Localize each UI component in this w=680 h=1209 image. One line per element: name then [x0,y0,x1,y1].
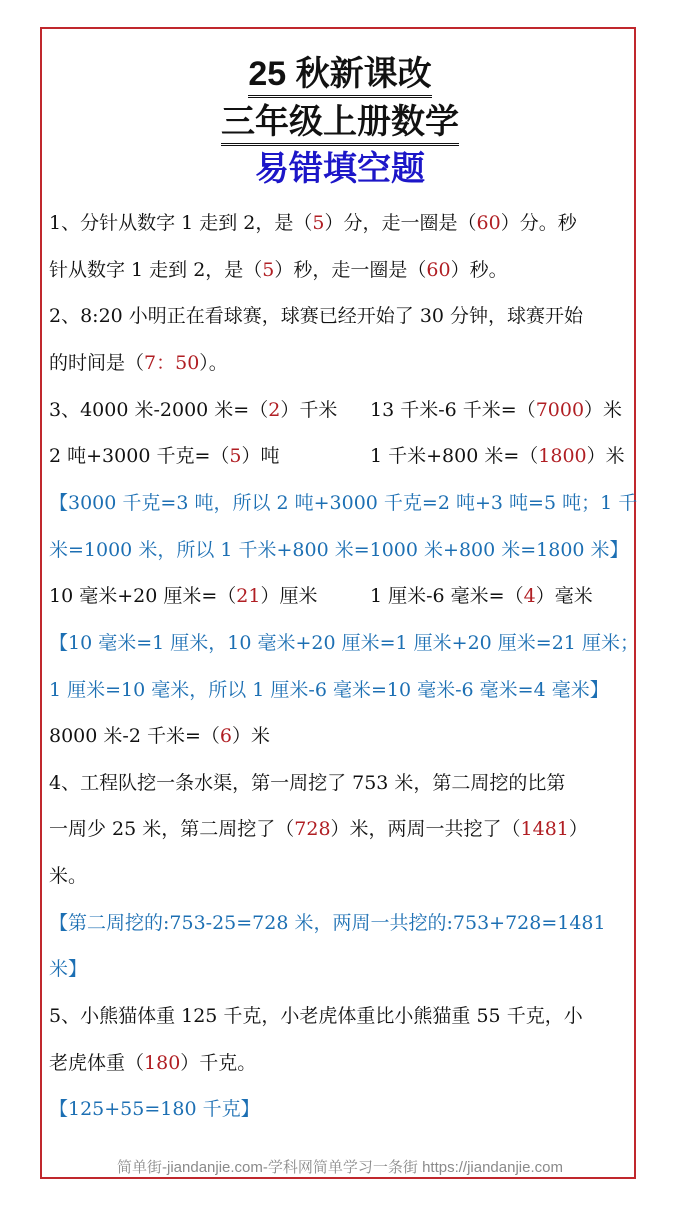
question-1-line-1: 1、分针从数字 1 走到 2，是（5）分，走一圈是（60）分。秒 [49,212,577,234]
question-5-line-2: 老虎体重（180）千克。 [49,1052,257,1074]
explanation-line: 【第二周挖的:753-25=728 米，两周一共挖的:753+728=1481 [49,912,606,934]
answer: 60 [476,212,501,234]
title-line-2: 三年级上册数学 [0,100,680,144]
question-4-line-3: 米。 [49,865,88,887]
question-3-item-g: 8000 米-2 千米=（6）米 [49,725,270,747]
explanation-line: 【125+55=180 千克】 [49,1098,260,1120]
question-4-line-2: 一周少 25 米，第二周挖了（728）米，两周一共挖了（1481） [49,818,588,840]
answer: 1800 [538,445,587,467]
answer: 2 [268,399,281,421]
explanation-line: 【3000 千克=3 吨，所以 2 吨+3000 千克=2 吨+3 吨=5 吨；1 千 [49,492,638,514]
question-5-line-1: 5、小熊猫体重 125 千克，小老虎体重比小熊猫重 55 千克，小 [49,1005,583,1027]
question-3-item-d: 1 千米+800 米=（1800）米 [370,445,625,467]
answer: 6 [219,725,232,747]
question-4-line-1: 4、工程队挖一条水渠，第一周挖了 753 米，第二周挖的比第 [49,772,566,794]
question-3-item-c: 2 吨+3000 千克=（5）吨 [49,445,280,467]
answer: 5 [229,445,242,467]
title-line-3: 易错填空题 [255,150,425,188]
answer: 7：50 [144,352,200,374]
explanation-line: 1 厘米=10 毫米，所以 1 厘米-6 毫米=10 毫米-6 毫米=4 毫米】 [49,679,609,701]
answer: 180 [144,1052,181,1074]
answer: 5 [312,212,325,234]
title-line-1: 25 秋新课改 [0,52,680,96]
question-2-line-2: 的时间是（7：50）。 [49,352,228,374]
footer-watermark: 简单街-jiandanjie.com-学科网简单学习一条街 https://jiandanjie.com [117,1159,563,1176]
answer: 4 [523,585,536,607]
explanation-line: 米】 [49,958,88,980]
answer: 7000 [535,399,585,421]
explanation-line: 米=1000 米，所以 1 千米+800 米=1000 米+800 米=1800 米】 [49,539,629,561]
answer: 60 [426,259,451,281]
question-3-item-b: 13 千米-6 千米=（7000）米 [370,399,623,421]
question-3-item-a: 3、4000 米-2000 米=（2）千米 [49,399,338,421]
question-1-line-2: 针从数字 1 走到 2，是（5）秒，走一圈是（60）秒。 [49,259,508,281]
answer: 1481 [520,818,569,840]
question-2-line-1: 2、8:20 小明正在看球赛，球赛已经开始了 30 分钟，球赛开始 [49,305,584,327]
answer: 728 [294,818,331,840]
explanation-line: 【10 毫米=1 厘米，10 毫米+20 厘米=1 厘米+20 厘米=21 厘米； [49,632,639,654]
question-3-item-e: 10 毫米+20 厘米=（21）厘米 [49,585,318,607]
answer: 5 [262,259,275,281]
question-3-item-f: 1 厘米-6 毫米=（4）毫米 [370,585,593,607]
answer: 21 [236,585,261,607]
